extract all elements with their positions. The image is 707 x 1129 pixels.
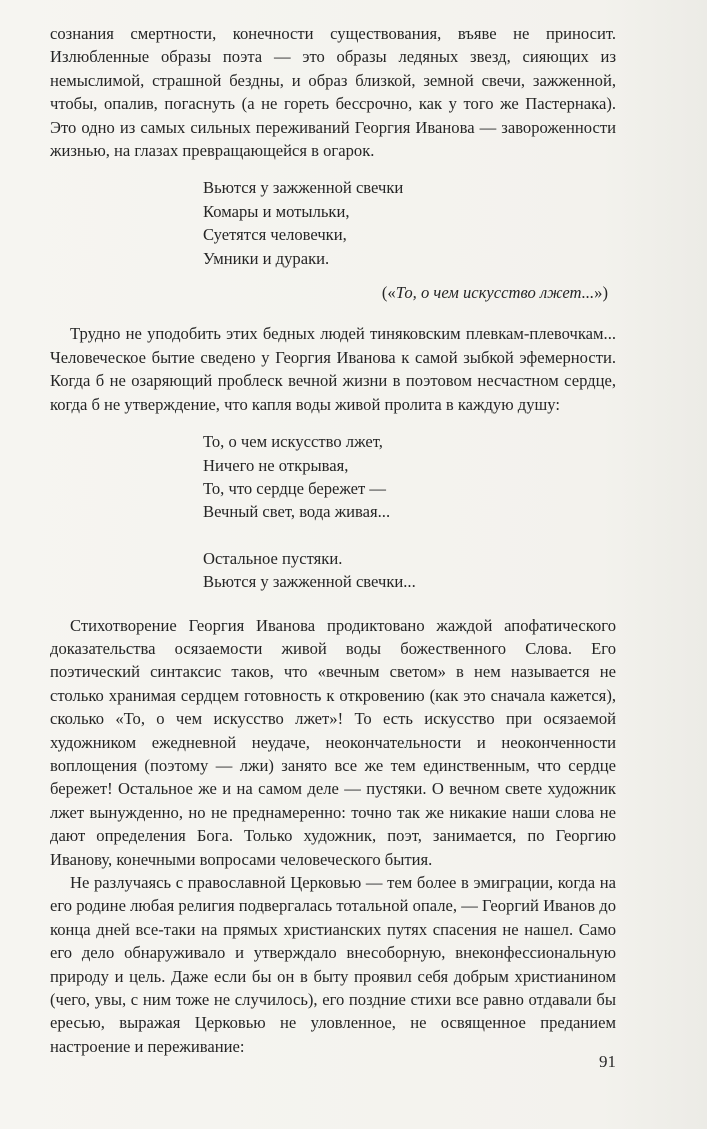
paragraph-4: Не разлучаясь с православной Церковью — тем более в эмиграции, когда на его родине любая религия подвергалась тотальной опале, — Георгий Иванов до конца дней все-таки на прямых христианских путях спасения не нашел. Само его дело обнаруживало и утверждало внесоборную, внеконфессиональную природу и цель. Даже если бы он в быту проявил себя добрым христианином (чего, увы, с ним тоже не случилось), его поздние стихи все равно отдавали бы ересью, выражая Церковью не уловленное, не освященное преданием настроение и переживание: (50, 873, 616, 1056)
poem-line: Комары и мотыльки, (203, 201, 350, 221)
poem-line: Вьются у зажженной свечки (203, 178, 404, 198)
poem-line: Вечный свет, вода живая... (203, 502, 391, 522)
poem-excerpt-1 (203, 176, 616, 270)
page-number: 91 (599, 1052, 616, 1071)
poem-line: Ничего не открывая, (203, 455, 349, 475)
poem-citation (50, 281, 616, 304)
citation-open: (« (381, 283, 396, 303)
poem-stanza (203, 547, 616, 594)
citation-close: ») (594, 283, 608, 303)
poem-excerpt-2 (203, 430, 616, 593)
poem-line: То, что сердце бережет — (203, 478, 387, 498)
paragraph-2: Трудно не уподобить этих бедных людей тиняковским плевкам-плевочкам... Человеческое бытие сведено у Георгия Иванова к самой зыбкой эфемерности. Когда б не озаряющий проблеск вечной жизни в поэтовом несчастном сердце, когда б не утверждение, что капля воды живой пролита в каждую душу: (50, 324, 616, 414)
poem-line: Остальное пустяки. (203, 548, 343, 568)
paragraph-3: Стихотворение Георгия Иванова продиктовано жаждой апофатического доказательства осязаемости живой воды божественного Слова. Его поэтический синтаксис таков, что «вечным светом» в нем называется не столько хранимая сердцем готовность к откровению (как это сначала кажется), сколько «То, о чем искусство лжет»! То есть искусство при осязаемой художником ежедневной неудаче, неокончательности и неоконченности воплощения (поэтому — лжи) занято все же тем единственным, что сердце бережет! Остальное же и на самом деле — пустяки. О вечном свете художник лжет вынужденно, но не преднамеренно: точно так же никакие наши слова не дают определения Бога. Только художник, поэт, занимается, по Георгию Иванову, конечными вопросами человеческого бытия. (50, 615, 616, 869)
paragraph-1: сознания смертности, конечности существования, въяве не приносит. Излюбленные образы поэта — это образы ледяных звезд, сияющих из немыслимой, страшной бездны, и образ близкой, земной свечи, зажженной, чтобы, опалив, погаснуть (а не гореть бессрочно, как у того же Пастернака). Это одно из самых сильных переживаний Георгия Иванова — завороженности жизнью, на глазах превращающейся в огарок. (50, 24, 616, 161)
page-text (50, 22, 616, 1058)
poem-line: Суетятся человечки, (203, 225, 347, 245)
poem-line: Умники и дураки. (203, 248, 330, 268)
poem-line: Вьются у зажженной свечки... (203, 572, 416, 592)
poem-line: То, о чем искусство лжет, (203, 432, 383, 452)
poem-stanza (203, 430, 616, 524)
citation-title: То, о чем искусство лжет... (395, 283, 595, 303)
